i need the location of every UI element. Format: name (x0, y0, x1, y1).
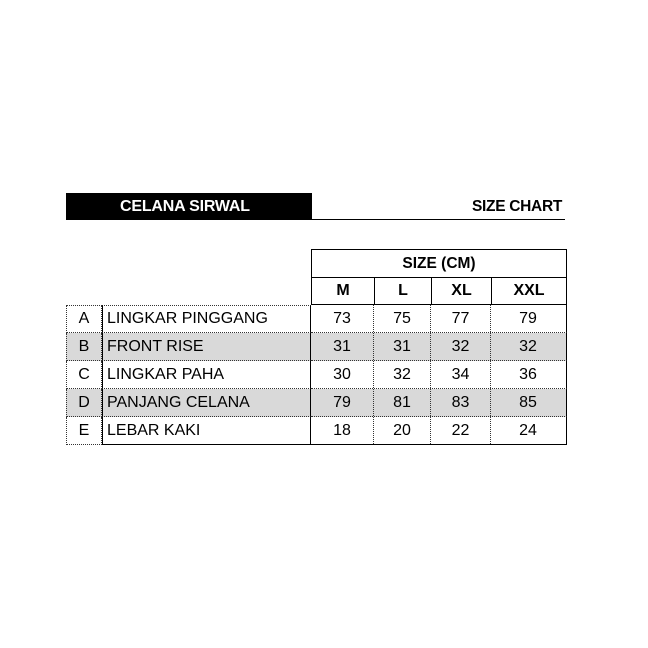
value-cell: 79 (333, 393, 351, 411)
size-header-xxl: XXL (491, 278, 566, 304)
value-cell: 20 (373, 417, 430, 444)
value-cell: 34 (430, 361, 490, 388)
value-cell: 83 (430, 389, 490, 416)
size-column-headers (311, 277, 567, 305)
title-underline (312, 219, 565, 220)
table-row (66, 305, 567, 333)
row-label: LINGKAR PAHA (102, 361, 311, 389)
value-cell: 22 (430, 417, 490, 444)
product-title: CELANA SIRWAL (120, 197, 250, 215)
table-row (66, 333, 567, 361)
row-label: FRONT RISE (102, 333, 311, 361)
value-cell: 77 (430, 305, 490, 332)
value-cell: 73 (333, 309, 351, 327)
row-code: D (66, 389, 102, 417)
value-cell: 31 (373, 333, 430, 360)
row-values (311, 305, 567, 333)
product-title-bar (66, 193, 312, 220)
value-cell: 81 (373, 389, 430, 416)
value-cell: 75 (373, 305, 430, 332)
table-row (66, 389, 567, 417)
value-cell: 32 (490, 333, 565, 360)
table-row (66, 417, 567, 445)
row-code: C (66, 361, 102, 389)
row-values (311, 417, 567, 445)
row-values (311, 361, 567, 389)
value-cell: 79 (490, 305, 565, 332)
value-cell: 30 (333, 365, 351, 383)
value-cell: 32 (373, 361, 430, 388)
value-cell: 31 (333, 337, 351, 355)
value-cell: 85 (490, 389, 565, 416)
size-chart-title: SIZE CHART (472, 198, 563, 215)
value-cell: 18 (333, 421, 351, 439)
row-values (311, 389, 567, 417)
row-label: LEBAR KAKI (102, 417, 311, 445)
value-cell: 36 (490, 361, 565, 388)
table-row (66, 361, 567, 389)
row-label: LINGKAR PINGGANG (102, 305, 311, 333)
row-label: PANJANG CELANA (102, 389, 311, 417)
size-header-xl: XL (431, 278, 491, 304)
size-table-body (66, 305, 567, 445)
value-cell: 32 (430, 333, 490, 360)
size-group-header: SIZE (CM) (311, 249, 567, 277)
size-header-l: L (374, 278, 431, 304)
row-code: B (66, 333, 102, 361)
row-values (311, 333, 567, 361)
row-code: E (66, 417, 102, 445)
row-code: A (66, 305, 102, 333)
value-cell: 24 (490, 417, 565, 444)
size-header-m: M (336, 282, 350, 299)
